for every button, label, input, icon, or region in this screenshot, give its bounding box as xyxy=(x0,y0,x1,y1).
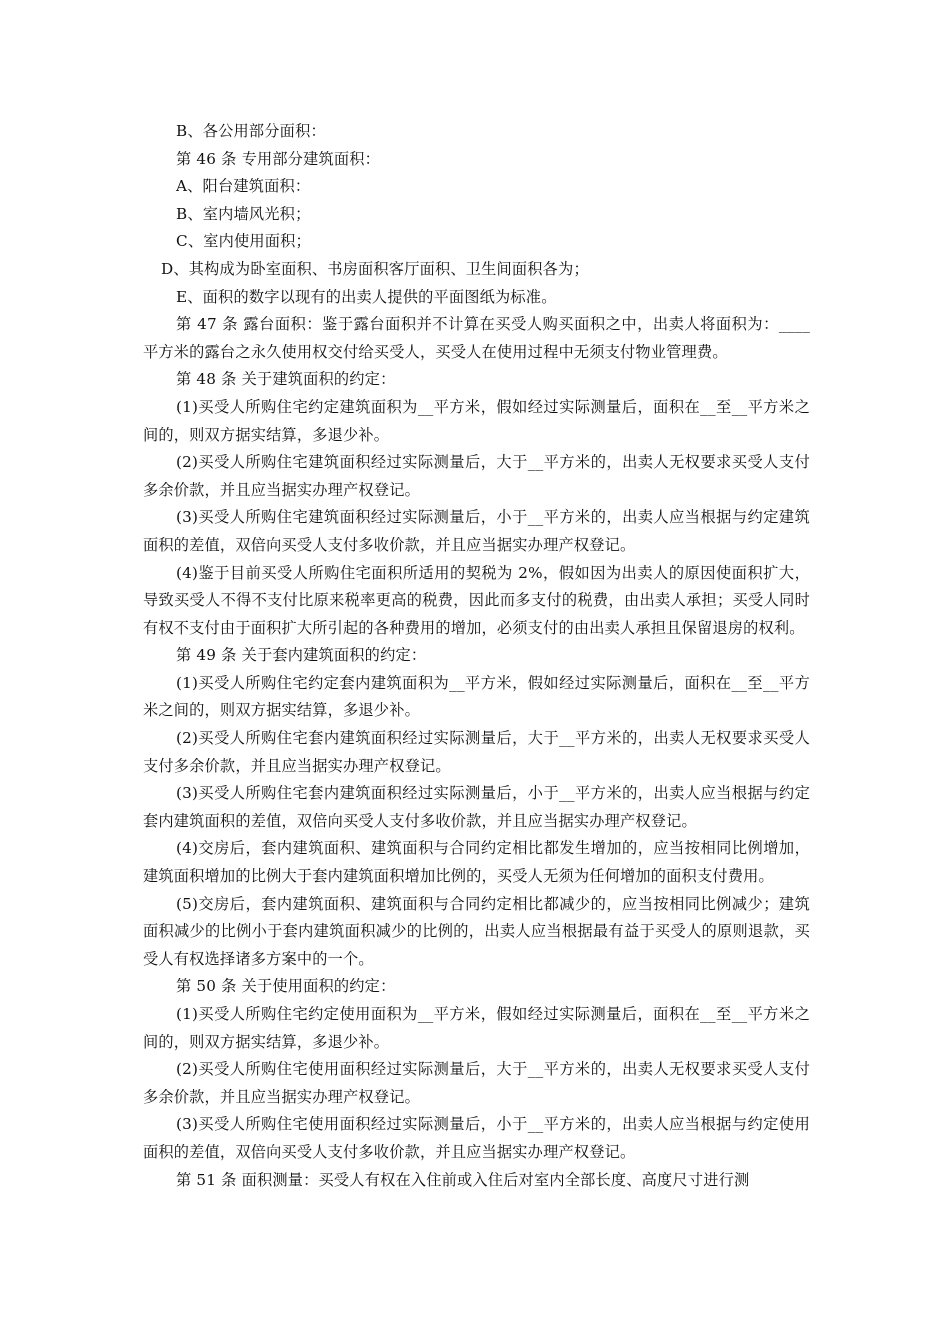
document-body xyxy=(143,118,810,1194)
list-item-c-usable-area: C、室内使用面积； xyxy=(176,232,311,251)
article-49-clause-3: (3)买受人所购住宅套内建筑面积经过实际测量后，小于__平方米的，出卖人应当根据与约定套内建筑面积的差值，双倍向买受人支付多收价款，并且应当据实办理产权登记。 xyxy=(143,784,810,830)
article-51-measurement: 第 51 条 面积测量：买受人有权在入住前或入住后对室内全部长度、高度尺寸进行测 xyxy=(176,1170,750,1189)
list-item-e-floor-plan: E、面积的数字以现有的出卖人提供的平面图纸为标准。 xyxy=(176,287,557,306)
list-item-b-wall: B、室内墙风光积； xyxy=(176,204,311,223)
article-46-heading: 第 46 条 专用部分建筑面积： xyxy=(176,149,381,168)
article-50-clause-3: (3)买受人所购住宅使用面积经过实际测量后，小于__平方米的，出卖人应当根据与约定使用面积的差值，双倍向买受人支付多收价款，并且应当据实办理产权登记。 xyxy=(143,1115,810,1161)
article-49-clause-2: (2)买受人所购住宅套内建筑面积经过实际测量后，大于__平方米的，出卖人无权要求买受人支付多余价款，并且应当据实办理产权登记。 xyxy=(143,729,810,775)
list-item-a-balcony: A、阳台建筑面积： xyxy=(176,177,311,196)
article-50-clause-1: (1)买受人所购住宅约定使用面积为__平方米，假如经过实际测量后，面积在__至__平方米之间的，则双方据实结算，多退少补。 xyxy=(143,1005,810,1051)
article-48-clause-4: (4)鉴于目前买受人所购住宅面积所适用的契税为 2%，假如因为出卖人的原因使面积扩大，导致买受人不得不支付比原来税率更高的税费，因此而多支付的税费，由出卖人承担；买受人同时有权不支付由于面积扩大所引起的各种费用的增加，必须支付的由出卖人承担且保留退房的权利。 xyxy=(143,563,810,637)
article-49-clause-4: (4)交房后，套内建筑面积、建筑面积与合同约定相比都发生增加的，应当按相同比例增加，建筑面积增加的比例大于套内建筑面积增加比例的，买受人无须为任何增加的面积支付费用。 xyxy=(143,839,810,886)
article-48-clause-2: (2)买受人所购住宅建筑面积经过实际测量后，大于__平方米的，出卖人无权要求买受人支付多余价款，并且应当据实办理产权登记。 xyxy=(143,453,810,499)
article-49-heading: 第 49 条 关于套内建筑面积的约定： xyxy=(176,646,427,665)
list-item-d-rooms: D、其构成为卧室面积、书房面积客厅面积、卫生间面积各为； xyxy=(161,259,589,278)
article-50-clause-2: (2)买受人所购住宅使用面积经过实际测量后，大于__平方米的，出卖人无权要求买受人支付多余价款，并且应当据实办理产权登记。 xyxy=(143,1060,810,1106)
article-49-clause-1: (1)买受人所购住宅约定套内建筑面积为__平方米，假如经过实际测量后，面积在__至__平方米之间的，则双方据实结算，多退少补。 xyxy=(143,673,810,720)
article-49-clause-5: (5)交房后，套内建筑面积、建筑面积与合同约定相比都减少的，应当按相同比例减少；建筑面积减少的比例小于套内建筑面积减少的比例的，出卖人应当根据最有益于买受人的原则退款，买受人有权选择诸多方案中的一个。 xyxy=(143,894,810,968)
article-47-terrace: 第 47 条 露台面积：鉴于露台面积并不计算在买受人购买面积之中，出卖人将面积为：____平方米的露台之永久使用权交付给买受人，买受人在使用过程中无须支付物业管理费。 xyxy=(143,315,810,361)
article-48-clause-1: (1)买受人所购住宅约定建筑面积为__平方米，假如经过实际测量后，面积在__至__平方米之间的，则双方据实结算，多退少补。 xyxy=(143,397,810,444)
article-48-clause-3: (3)买受人所购住宅建筑面积经过实际测量后，小于__平方米的，出卖人应当根据与约定建筑面积的差值，双倍向买受人支付多收价款，并且应当据实办理产权登记。 xyxy=(143,508,810,554)
article-50-heading: 第 50 条 关于使用面积的约定： xyxy=(176,977,396,996)
article-48-heading: 第 48 条 关于建筑面积的约定： xyxy=(176,370,396,389)
list-item-b-common-area: B、各公用部分面积： xyxy=(176,122,326,140)
